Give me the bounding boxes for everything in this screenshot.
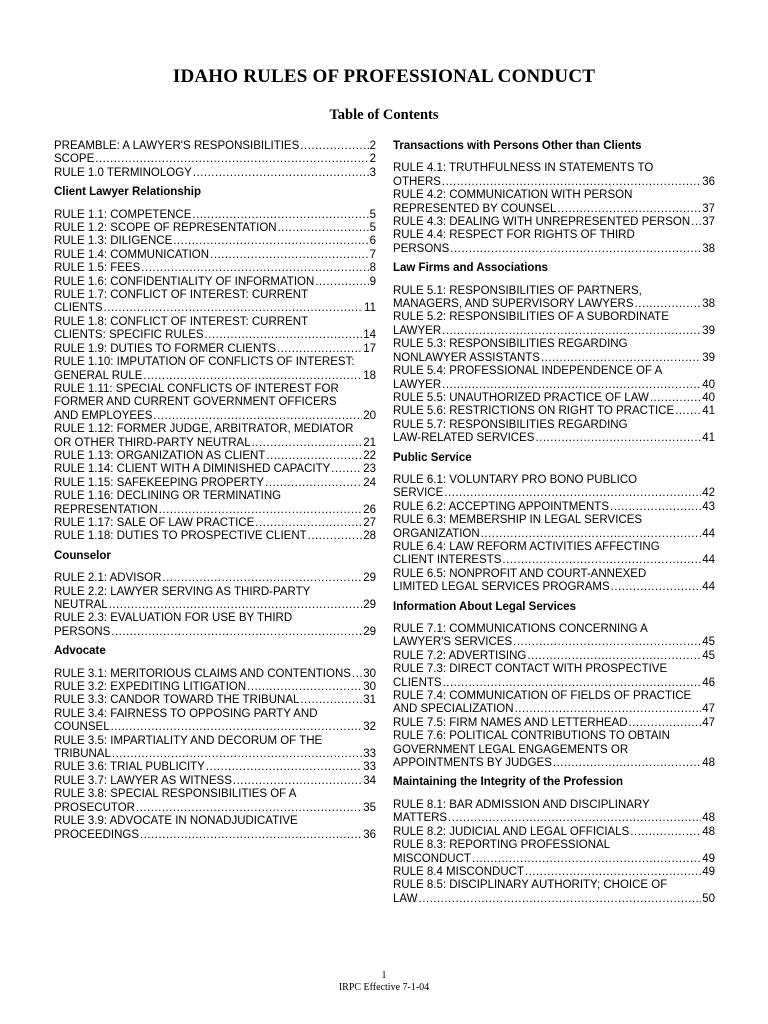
- dot-leader: [675, 405, 701, 418]
- toc-page-number: 50: [702, 892, 715, 905]
- toc-entry[interactable]: [393, 405, 715, 418]
- dot-leader: [192, 209, 368, 222]
- toc-entry[interactable]: [393, 799, 715, 826]
- toc-entry-text: MISCONDUCT: [393, 852, 471, 865]
- toc-entry[interactable]: [393, 216, 715, 229]
- toc-page-number: 42: [702, 487, 715, 500]
- toc-entry-text: RULE 8.3: REPORTING PROFESSIONAL: [393, 839, 611, 852]
- dot-leader: [95, 153, 368, 166]
- toc-entry-text: PERSONS: [54, 625, 111, 638]
- toc-entry-text: RULE 1.6: CONFIDENTIALITY OF INFORMATION: [54, 275, 315, 288]
- toc-entry-text: MANAGERS, AND SUPERVISORY LAWYERS: [393, 298, 634, 311]
- section-heading: Counselor: [54, 549, 111, 562]
- toc-page-number: 48: [702, 825, 715, 838]
- toc-entry-text: RULE 1.14: CLIENT WITH A DIMINISHED CAPACITY: [54, 463, 331, 476]
- toc-entry-text: GOVERNMENT LEGAL ENGAGEMENTS OR: [393, 743, 629, 756]
- toc-entry-text: RULE 1.11: SPECIAL CONFLICTS OF INTEREST FOR: [54, 382, 339, 395]
- toc-page-number: 11: [364, 302, 376, 315]
- toc-entry-text: LAWYER: [393, 378, 442, 391]
- section-heading: Maintaining the Integrity of the Profession: [393, 776, 624, 789]
- toc-page-number: 48: [702, 757, 715, 770]
- dot-leader: [650, 392, 701, 405]
- dot-leader: [300, 140, 368, 153]
- toc-entry-text: RULE 5.5: UNAUTHORIZED PRACTICE OF LAW: [393, 391, 649, 404]
- toc-page-number: 33: [363, 761, 376, 774]
- toc-entry-text: RULE 1.4: COMMUNICATION: [54, 248, 210, 261]
- toc-entry-text: RULE 1.12: FORMER JUDGE, ARBITRATOR, MEDIATOR: [54, 423, 354, 436]
- toc-page-number: 9: [369, 275, 376, 288]
- dot-leader: [352, 668, 362, 681]
- toc-page-number: 29: [363, 599, 376, 611]
- toc-page-number: 38: [702, 298, 715, 311]
- dot-leader: [111, 626, 362, 639]
- dot-leader: [557, 203, 701, 216]
- toc-entry[interactable]: [393, 839, 715, 866]
- toc-page-number: 47: [702, 703, 715, 716]
- toc-page-number: 47: [702, 716, 715, 729]
- dot-leader: [233, 775, 362, 788]
- toc-entry[interactable]: [54, 681, 376, 694]
- toc-entry[interactable]: [54, 572, 376, 585]
- toc-entry-text: RULE 1.0 TERMINOLOGY: [54, 166, 192, 179]
- toc-entry[interactable]: [54, 530, 376, 543]
- dot-leader: [691, 216, 701, 229]
- toc-entry-text: APPOINTMENTS BY JUDGES: [393, 757, 552, 770]
- toc-page-number: 32: [363, 721, 376, 734]
- toc-entry[interactable]: [54, 316, 376, 343]
- toc-entry-text: RULE 3.3: CANDOR TOWARD THE TRIBUNAL: [54, 694, 300, 707]
- toc-entry-text: RULE 5.2: RESPONSIBILITIES OF A SUBORDINATE: [393, 311, 669, 324]
- toc-page-number: 45: [702, 636, 715, 649]
- dot-leader: [450, 243, 701, 256]
- dot-leader: [611, 581, 702, 594]
- toc-entry[interactable]: [54, 788, 376, 815]
- toc-entry-text: PROCEEDINGS: [54, 828, 139, 841]
- dot-leader: [265, 477, 362, 490]
- toc-entry-text: RULE 1.2: SCOPE OF REPRESENTATION: [54, 222, 277, 235]
- toc-entry-text: PREAMBLE: A LAWYER'S RESPONSIBILITIES: [54, 140, 300, 152]
- toc-page-number: 18: [363, 369, 376, 382]
- toc-entry[interactable]: [393, 879, 715, 906]
- toc-entry-text: LAW: [393, 892, 418, 905]
- toc-entry-text: RULE 1.16: DECLINING OR TERMINATING: [54, 490, 282, 503]
- toc-page-number: 40: [702, 378, 715, 391]
- section-heading: Law Firms and Associations: [393, 262, 548, 275]
- toc-entry[interactable]: [54, 289, 376, 316]
- toc-entry-text: RULE 7.2: ADVERTISING: [393, 649, 527, 662]
- toc-entry[interactable]: [393, 419, 715, 446]
- toc-entry-text: LIMITED LEGAL SERVICES PROGRAMS: [393, 581, 610, 594]
- dot-leader: [300, 694, 362, 707]
- dot-leader: [278, 222, 369, 235]
- dot-leader: [541, 352, 701, 365]
- toc-entry-text: RULE 1.17: SALE OF LAW PRACTICE: [54, 516, 255, 529]
- toc-entry-text: RULE 6.1: VOLUNTARY PRO BONO PUBLICO: [393, 473, 638, 486]
- toc-entry[interactable]: [393, 189, 715, 216]
- toc-entry-text: RULE 8.1: BAR ADMISSION AND DISCIPLINARY: [393, 798, 650, 811]
- toc-entry[interactable]: [54, 343, 376, 356]
- dot-leader: [525, 866, 701, 879]
- toc-page-number: 45: [702, 649, 715, 662]
- toc-entry-text: FORMER AND CURRENT GOVERNMENT OFFICERS: [54, 396, 337, 409]
- dot-leader: [419, 893, 702, 906]
- toc-entry-text: RULE 8.2: JUDICIAL AND LEGAL OFFICIALS: [393, 825, 630, 838]
- toc-page-number: 37: [702, 202, 715, 215]
- toc-entry[interactable]: [54, 775, 376, 788]
- effective-date: IRPC Effective 7-1-04: [338, 982, 430, 993]
- toc-page-number: 27: [363, 516, 376, 529]
- toc-entry-text: RULE 3.6: TRIAL PUBLICITY: [54, 761, 205, 774]
- toc-entry-text: RULE 1.18: DUTIES TO PROSPECTIVE CLIENT: [54, 530, 307, 543]
- toc-entry-text: RULE 1.7: CONFLICT OF INTEREST: CURRENT: [54, 289, 309, 302]
- section-heading: Information About Legal Services: [393, 600, 576, 613]
- dot-leader: [308, 530, 363, 543]
- dot-leader: [252, 437, 363, 450]
- toc-entry-text: OTHERS: [393, 175, 441, 188]
- toc-entry-text: RULE 8.4 MISCONDUCT: [393, 865, 524, 878]
- toc-entry[interactable]: [54, 423, 376, 450]
- dot-leader: [173, 235, 368, 248]
- toc-entry-text: RULE 8.5: DISCIPLINARY AUTHORITY; CHOICE OF: [393, 879, 668, 892]
- toc-entry[interactable]: [393, 717, 715, 730]
- toc-entry[interactable]: [393, 474, 715, 501]
- toc-left-column: [54, 140, 376, 842]
- dot-leader: [136, 802, 362, 815]
- toc-page-number: 44: [702, 527, 715, 540]
- dot-leader: [111, 721, 363, 734]
- toc-page-number: 6: [369, 235, 376, 248]
- toc-entry[interactable]: [393, 866, 715, 879]
- dot-leader: [515, 703, 702, 716]
- toc-page-number: 7: [369, 248, 376, 261]
- toc-entry-text: RULE 4.4: RESPECT FOR RIGHTS OF THIRD: [393, 229, 635, 242]
- toc-entry-text: GENERAL RULE: [54, 369, 143, 382]
- toc-entry-text: SERVICE: [393, 487, 444, 500]
- toc-page-number: 8: [369, 262, 376, 275]
- toc-entry[interactable]: [393, 285, 715, 312]
- toc-entry-text: CLIENTS: [54, 302, 103, 315]
- toc-entry-text: RULE 2.1: ADVISOR: [54, 572, 162, 585]
- toc-entry[interactable]: [393, 826, 715, 839]
- toc-page-number: 29: [363, 625, 376, 638]
- toc-entry[interactable]: [393, 162, 715, 189]
- toc-page-number: 2: [369, 153, 376, 166]
- dot-leader: [255, 517, 362, 530]
- dot-leader: [206, 761, 362, 774]
- toc-entry[interactable]: [393, 541, 715, 568]
- dot-leader: [444, 487, 701, 500]
- toc-page-number: 41: [702, 432, 715, 445]
- dot-leader: [448, 812, 701, 825]
- toc-page-number: 30: [363, 667, 376, 680]
- dot-leader: [205, 329, 363, 342]
- toc-entry[interactable]: [54, 612, 376, 639]
- toc-entry-text: RULE 1.8: CONFLICT OF INTEREST: CURRENT: [54, 315, 309, 328]
- toc-entry-text: CLIENTS: SPECIFIC RULES: [54, 329, 204, 342]
- toc-page-number: 29: [363, 572, 376, 585]
- dot-leader: [331, 463, 362, 476]
- toc-entry[interactable]: [54, 140, 376, 153]
- toc-entry-text: RULE 6.2: ACCEPTING APPOINTMENTS: [393, 500, 609, 513]
- toc-page-number: 48: [702, 812, 715, 825]
- dot-leader: [247, 681, 362, 694]
- toc-entry-text: RULE 3.7: LAWYER AS WITNESS: [54, 774, 232, 787]
- toc-page-number: 38: [702, 242, 715, 255]
- toc-page-number: 39: [702, 351, 715, 364]
- toc-entry-text: NONLAWYER ASSISTANTS: [393, 351, 540, 364]
- toc-entry[interactable]: [54, 517, 376, 530]
- toc-entry-text: RULE 6.5: NONPROFIT AND COURT-ANNEXED: [393, 567, 647, 580]
- toc-page-number: 46: [702, 676, 715, 689]
- dot-leader: [629, 717, 702, 730]
- dot-leader: [104, 302, 363, 315]
- toc-page-number: 49: [702, 865, 715, 878]
- toc-entry[interactable]: [393, 690, 715, 717]
- toc-entry[interactable]: [54, 153, 376, 166]
- toc-entry-text: RULE 1.15: SAFEKEEPING PROPERTY: [54, 476, 265, 489]
- toc-entry-text: RULE 4.3: DEALING WITH UNREPRESENTED PERSON: [393, 216, 691, 229]
- dot-leader: [193, 167, 369, 180]
- toc-entry[interactable]: [54, 586, 376, 613]
- toc-page-number: 36: [363, 828, 376, 841]
- toc-entry-text: RULE 3.2: EXPEDITING LITIGATION: [54, 681, 247, 694]
- toc-entry-text: AND EMPLOYEES: [54, 409, 153, 422]
- toc-page-number: 39: [702, 324, 715, 337]
- toc-page-number: 23: [363, 463, 376, 476]
- toc-entry-text: RULE 2.3: EVALUATION FOR USE BY THIRD: [54, 612, 293, 625]
- dot-leader: [210, 249, 369, 262]
- dot-leader: [266, 450, 362, 463]
- toc-page-number: 24: [363, 476, 376, 489]
- toc-page-number: 26: [363, 503, 376, 516]
- toc-entry-text: NEUTRAL: [54, 599, 108, 611]
- toc-entry-text: OR OTHER THIRD-PARTY NEUTRAL: [54, 436, 251, 449]
- dot-leader: [442, 325, 701, 338]
- dot-leader: [472, 853, 701, 866]
- toc-entry[interactable]: [54, 477, 376, 490]
- toc-entry[interactable]: [54, 167, 376, 180]
- toc-entry[interactable]: [393, 650, 715, 663]
- toc-entry[interactable]: [54, 235, 376, 248]
- dot-leader: [553, 757, 701, 770]
- dot-leader: [610, 501, 701, 514]
- toc-entry-text: RULE 7.6: POLITICAL CONTRIBUTIONS TO OBTAIN: [393, 730, 670, 743]
- toc-entry[interactable]: [393, 365, 715, 392]
- toc-entry-text: REPRESENTED BY COUNSEL: [393, 202, 557, 215]
- toc-page-number: 43: [702, 500, 715, 513]
- toc-entry-text: MATTERS: [393, 812, 448, 825]
- toc-entry[interactable]: [54, 490, 376, 517]
- toc-page-number: 20: [363, 409, 376, 422]
- toc-entry[interactable]: [393, 568, 715, 595]
- toc-entry[interactable]: [393, 730, 715, 770]
- dot-leader: [481, 528, 702, 541]
- section-heading: Client Lawyer Relationship: [54, 186, 201, 199]
- toc-entry-text: RULE 3.8: SPECIAL RESPONSIBILITIES OF A: [54, 788, 297, 801]
- toc-entry-text: RULE 5.7: RESPONSIBILITIES REGARDING: [393, 418, 628, 431]
- toc-entry[interactable]: [54, 815, 376, 842]
- toc-entry-text: LAW-RELATED SERVICES: [393, 432, 535, 445]
- toc-page-number: 31: [363, 694, 376, 707]
- toc-entry[interactable]: [54, 450, 376, 463]
- toc-entry-text: RULE 1.9: DUTIES TO FORMER CLIENTS: [54, 342, 276, 355]
- dot-leader: [109, 599, 363, 612]
- toc-page-number: 40: [702, 391, 715, 404]
- toc-entry-text: CLIENTS: [393, 676, 442, 689]
- toc-entry-text: RULE 4.2: COMMUNICATION WITH PERSON: [393, 189, 633, 202]
- dot-leader: [162, 572, 362, 585]
- page-number: 1: [381, 970, 387, 981]
- toc-page-number: 41: [702, 405, 715, 418]
- toc-entry-text: CLIENT INTERESTS: [393, 554, 502, 567]
- toc-right-column: [393, 140, 715, 906]
- dot-leader: [442, 176, 701, 189]
- toc-entry-text: RULE 1.5: FEES: [54, 262, 141, 275]
- dot-leader: [277, 343, 362, 356]
- toc-entry[interactable]: [54, 356, 376, 383]
- toc-page-number: 36: [702, 175, 715, 188]
- toc-entry-text: RULE 6.4: LAW REFORM ACTIVITIES AFFECTING: [393, 540, 660, 553]
- toc-page-number: 44: [702, 554, 715, 567]
- dot-leader: [112, 748, 362, 761]
- toc-entry-text: RULE 1.3: DILIGENCE: [54, 235, 173, 248]
- toc-entry-text: RULE 1.13: ORGANIZATION AS CLIENT: [54, 449, 266, 462]
- toc-page-number: 14: [363, 329, 376, 342]
- toc-entry-text: RULE 7.4: COMMUNICATION OF FIELDS OF PRACTICE: [393, 690, 692, 703]
- toc-entry-text: RULE 2.2: LAWYER SERVING AS THIRD-PARTY: [54, 585, 311, 598]
- toc-entry-text: RULE 5.6: RESTRICTIONS ON RIGHT TO PRACTICE: [393, 405, 675, 418]
- dot-leader: [141, 262, 368, 275]
- toc-page-number: 5: [369, 208, 376, 221]
- section-heading: Transactions with Persons Other than Clients: [393, 140, 642, 152]
- dot-leader: [159, 504, 362, 517]
- toc-entry-text: PERSONS: [393, 242, 450, 255]
- toc-page-number: 44: [702, 581, 715, 594]
- toc-entry-text: RULE 3.4: FAIRNESS TO OPPOSING PARTY AND: [54, 707, 318, 720]
- toc-page-number: 22: [363, 449, 376, 462]
- toc-page-number: 35: [363, 801, 376, 814]
- toc-entry[interactable]: [54, 209, 376, 222]
- toc-entry[interactable]: [393, 229, 715, 256]
- toc-page-number: 28: [363, 530, 376, 543]
- dot-leader: [527, 650, 701, 663]
- toc-entry[interactable]: [393, 663, 715, 690]
- toc-entry[interactable]: [393, 501, 715, 514]
- toc-entry-text: RULE 7.3: DIRECT CONTACT WITH PROSPECTIVE: [393, 663, 668, 676]
- toc-entry[interactable]: [54, 383, 376, 423]
- toc-page-number: 34: [363, 774, 376, 787]
- toc-entry-text: LAWYER: [393, 324, 442, 337]
- dot-leader: [513, 636, 701, 649]
- toc-heading: Table of Contents: [329, 107, 439, 123]
- toc-entry-text: RULE 3.1: MERITORIOUS CLAIMS AND CONTENTIONS: [54, 667, 351, 680]
- toc-entry[interactable]: [54, 262, 376, 275]
- toc-entry-text: ORGANIZATION: [393, 527, 480, 540]
- toc-entry-text: LAWYER'S SERVICES: [393, 636, 513, 649]
- toc-page-number: 3: [369, 166, 376, 179]
- toc-entry-text: RULE 5.3: RESPONSIBILITIES REGARDING: [393, 338, 628, 351]
- toc-page-number: 2: [369, 140, 376, 152]
- toc-entry[interactable]: [54, 463, 376, 476]
- dot-leader: [635, 298, 702, 311]
- toc-page-number: 37: [702, 216, 715, 229]
- toc-entry-text: TRIBUNAL: [54, 748, 111, 761]
- toc-entry[interactable]: [54, 694, 376, 707]
- toc-entry[interactable]: [393, 392, 715, 405]
- toc-page-number: 33: [363, 748, 376, 761]
- section-heading: Advocate: [54, 645, 106, 658]
- toc-entry[interactable]: [54, 735, 376, 762]
- toc-entry-text: RULE 1.1: COMPETENCE: [54, 208, 192, 221]
- dot-leader: [443, 677, 702, 690]
- toc-page-number: 49: [702, 852, 715, 865]
- toc-entry-text: COUNSEL: [54, 721, 110, 734]
- toc-entry[interactable]: [54, 222, 376, 235]
- toc-entry-text: RULE 4.1: TRUTHFULNESS IN STATEMENTS TO: [393, 162, 654, 175]
- dot-leader: [153, 410, 362, 423]
- toc-entry-text: RULE 3.5: IMPARTIALITY AND DECORUM OF THE: [54, 734, 323, 747]
- toc-entry-text: PROSECUTOR: [54, 801, 135, 814]
- toc-page-number: 5: [369, 222, 376, 235]
- toc-entry-text: RULE 7.5: FIRM NAMES AND LETTERHEAD: [393, 716, 628, 729]
- dot-leader: [502, 554, 701, 567]
- dot-leader: [630, 826, 701, 839]
- dot-leader: [143, 370, 362, 383]
- toc-page-number: 30: [363, 681, 376, 694]
- toc-entry-text: SCOPE: [54, 153, 95, 166]
- toc-entry[interactable]: [54, 668, 376, 681]
- toc-page-number: 17: [363, 342, 376, 355]
- toc-entry-text: RULE 5.1: RESPONSIBILITIES OF PARTNERS,: [393, 284, 642, 297]
- toc-entry-text: RULE 6.3: MEMBERSHIP IN LEGAL SERVICES: [393, 514, 643, 527]
- toc-entry-text: AND SPECIALIZATION: [393, 703, 514, 716]
- toc-entry-text: RULE 1.10: IMPUTATION OF CONFLICTS OF INTEREST:: [54, 356, 355, 369]
- toc-entry-text: RULE 7.1: COMMUNICATIONS CONCERNING A: [393, 623, 648, 635]
- toc-entry[interactable]: [393, 623, 715, 650]
- dot-leader: [442, 379, 701, 392]
- section-heading: Public Service: [393, 451, 472, 464]
- toc-entry[interactable]: [54, 708, 376, 735]
- dot-leader: [140, 829, 362, 842]
- toc-entry[interactable]: [393, 514, 715, 541]
- toc-entry[interactable]: [54, 276, 376, 289]
- dot-leader: [315, 276, 368, 289]
- toc-entry[interactable]: [393, 338, 715, 365]
- toc-entry-text: REPRESENTATION: [54, 503, 158, 516]
- dot-leader: [535, 432, 701, 445]
- toc-page-number: 21: [363, 436, 376, 449]
- toc-entry[interactable]: [393, 311, 715, 338]
- toc-entry[interactable]: [54, 761, 376, 774]
- toc-entry-text: RULE 5.4: PROFESSIONAL INDEPENDENCE OF A: [393, 365, 663, 378]
- toc-entry[interactable]: [54, 249, 376, 262]
- page-footer: [0, 970, 768, 994]
- toc-entry-text: RULE 3.9: ADVOCATE IN NONADJUDICATIVE: [54, 815, 298, 828]
- document-title: IDAHO RULES OF PROFESSIONAL CONDUCT: [172, 66, 596, 87]
